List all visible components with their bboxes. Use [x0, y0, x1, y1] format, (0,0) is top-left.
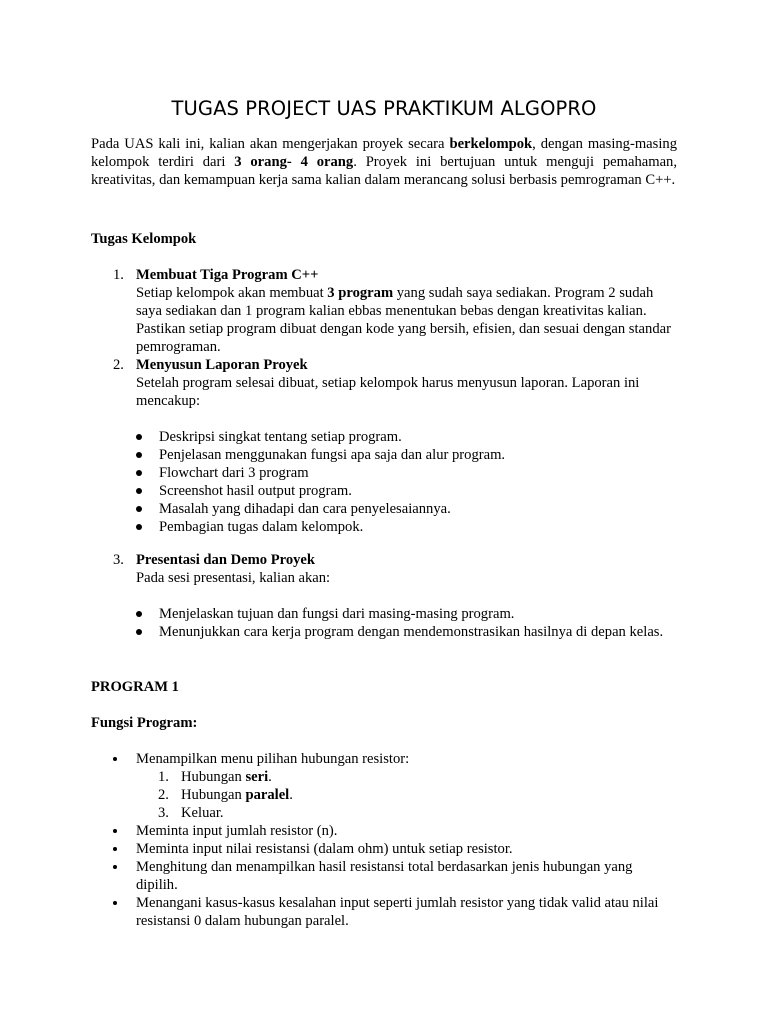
fungsi-list [91, 750, 677, 930]
bullet-icon [136, 506, 142, 512]
task-title: Presentasi dan Demo Proyek [136, 552, 316, 568]
list-item-bold: paralel [245, 787, 290, 803]
bullet-icon [113, 865, 117, 869]
task-desc-bold: 3 program [327, 285, 394, 301]
bullet-icon [113, 901, 117, 905]
list-item [136, 768, 677, 786]
task-description: Pada sesi presentasi, kalian akan: [136, 570, 331, 586]
list-item [91, 605, 677, 623]
bullet-icon [136, 611, 142, 617]
list-item-text: Pembagian tugas dalam kelompok. [159, 519, 364, 535]
list-item-bold: seri [245, 769, 269, 785]
list-item [91, 500, 677, 518]
task-title: Membuat Tiga Program C++ [136, 267, 319, 283]
list-number: 2. [158, 787, 169, 803]
fungsi-program-heading: Fungsi Program: [91, 715, 198, 731]
list-item [91, 428, 677, 446]
list-item [91, 446, 677, 464]
list-item-text: Flowchart dari 3 program [159, 465, 309, 481]
task-description [136, 284, 677, 356]
list-number: 3. [158, 805, 169, 821]
bullet-icon [113, 847, 117, 851]
bullet-icon [136, 470, 142, 476]
list-item [91, 482, 677, 500]
list-number: 1. [158, 769, 169, 785]
task-title: Menyusun Laporan Proyek [136, 357, 308, 373]
bullet-icon [136, 452, 142, 458]
intro-text-2: , dengan masing-masing kelompok terdiri dari [91, 136, 677, 170]
bullet-icon [136, 524, 142, 530]
list-item-text: Screenshot hasil output program. [159, 483, 352, 499]
list-item-text: Hubungan [181, 769, 246, 785]
report-bullet-list [91, 428, 677, 536]
list-item [91, 464, 677, 482]
task-item-2 [91, 356, 677, 536]
list-item-text: Menghitung dan menampilkan hasil resistansi total berdasarkan jenis hubungan yang dipilih. [136, 859, 633, 893]
list-item [91, 518, 677, 536]
task-desc-text: Setiap kelompok akan membuat [136, 285, 328, 301]
tugas-kelompok-heading: Tugas Kelompok [91, 231, 197, 247]
bullet-icon [136, 629, 142, 635]
task-description: Setelah program selesai dibuat, setiap kelompok harus menyusun laporan. Laporan ini mencakup: [136, 375, 640, 409]
list-item-text: Meminta input jumlah resistor (n). [136, 823, 338, 839]
list-item [91, 623, 677, 641]
menu-option-list [136, 768, 677, 822]
list-item-text: Masalah yang dihadapi dan cara penyelesaiannya. [159, 501, 451, 517]
list-item [136, 804, 677, 822]
task-list [91, 266, 677, 536]
list-item-text: . [289, 787, 293, 803]
list-item-text: Deskripsi singkat tentang setiap program. [159, 429, 402, 445]
list-item-text: Menjelaskan tujuan dan fungsi dari masing-masing program. [159, 606, 515, 622]
intro-paragraph [91, 135, 677, 189]
list-item [136, 786, 677, 804]
list-item [91, 894, 677, 930]
intro-text-3: . Proyek ini bertujuan untuk menguji pemahaman, kreativitas, dan kemampuan kerja sama kalian dalam merancang solusi berbasis pemrograman C++. [91, 154, 677, 188]
list-item-text: Penjelasan menggunakan fungsi apa saja dan alur program. [159, 447, 506, 463]
intro-bold-2: 3 orang- 4 orang [234, 154, 354, 170]
program-1-heading: PROGRAM 1 [91, 679, 179, 695]
task-desc-text: yang sudah saya sediakan. Program 2 sudah saya sediakan dan 1 program kalian ebbas menentukan bebas dengan kreativitas kalian. Pastikan setiap program dibuat dengan kode yang bersih, efisien, dan sesuai dengan standar pemrograman. [136, 285, 671, 355]
task-number: 2. [113, 357, 124, 373]
list-item-text: Menangani kasus-kasus kesalahan input seperti jumlah resistor yang tidak valid atau nilai resistansi 0 dalam hubungan paralel. [136, 895, 659, 929]
task-number: 3. [113, 552, 124, 568]
document-title: TUGAS PROJECT UAS PRAKTIKUM ALGOPRO [171, 97, 597, 120]
task-list-continued [91, 551, 677, 641]
list-item-text: . [268, 769, 272, 785]
list-item-text: Menampilkan menu pilihan hubungan resistor: [136, 751, 410, 767]
list-item [91, 750, 677, 822]
list-item [91, 840, 677, 858]
list-item-text: Menunjukkan cara kerja program dengan mendemonstrasikan hasilnya di depan kelas. [159, 624, 664, 640]
task-number: 1. [113, 267, 124, 283]
list-item [91, 822, 677, 840]
intro-text-1: Pada UAS kali ini, kalian akan mengerjakan proyek secara [91, 136, 450, 152]
list-item-text: Hubungan [181, 787, 246, 803]
list-item-text: Meminta input nilai resistansi (dalam ohm) untuk setiap resistor. [136, 841, 513, 857]
bullet-icon [113, 757, 117, 761]
bullet-icon [136, 434, 142, 440]
presentation-bullet-list [91, 605, 677, 641]
bullet-icon [113, 829, 117, 833]
task-item-1 [91, 266, 677, 356]
intro-bold-1: berkelompok [449, 136, 533, 152]
task-item-3 [91, 551, 677, 641]
bullet-icon [136, 488, 142, 494]
list-item [91, 858, 677, 894]
list-item-text: Keluar. [181, 805, 224, 821]
